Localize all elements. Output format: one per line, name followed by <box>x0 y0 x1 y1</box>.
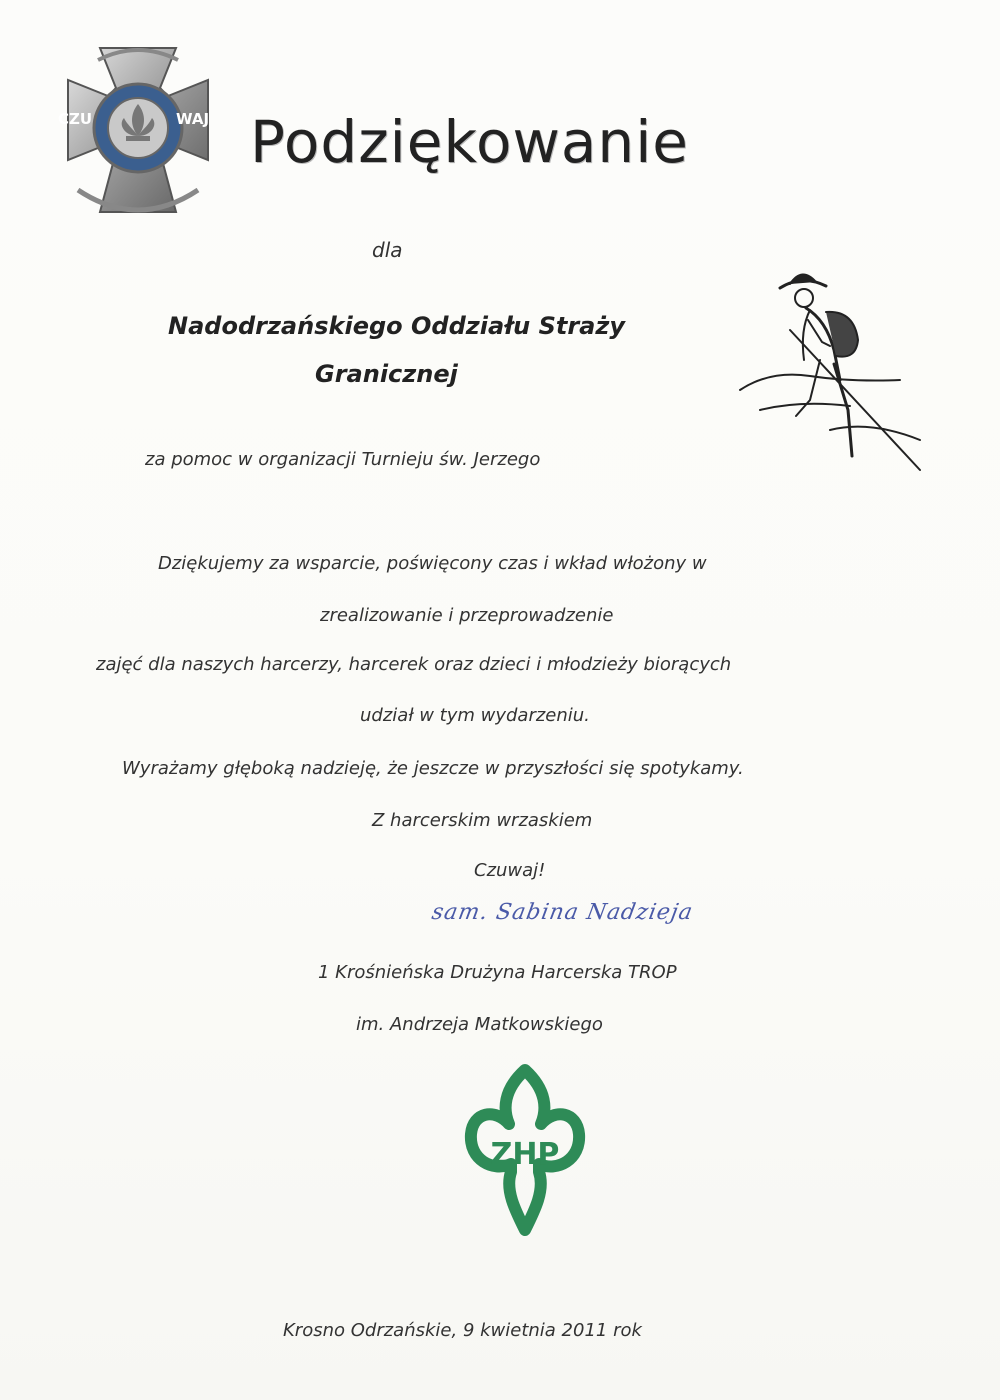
team-name: 1 Krośnieńska Drużyna Harcerska TROP <box>318 962 677 983</box>
body-line: Wyrażamy głęboką nadzieję, że jeszcze w przyszłości się spotykamy. <box>122 758 744 779</box>
place-and-date: Krosno Odrzańskie, 9 kwietnia 2011 rok <box>283 1320 642 1341</box>
scout-hiker-illustration-icon <box>730 260 930 480</box>
body-line: udział w tym wydarzeniu. <box>360 705 590 726</box>
for-label: dla <box>372 238 403 262</box>
zhp-lily-logo-icon <box>455 1060 595 1240</box>
reason-text: za pomoc w organizacji Turnieju św. Jerzego <box>145 449 541 470</box>
badge-text-left: CZU <box>58 110 93 128</box>
recipient-line-2: Granicznej <box>315 360 458 388</box>
closing-motto: Czuwaj! <box>474 860 546 881</box>
closing-greeting: Z harcerskim wrzaskiem <box>372 810 593 831</box>
badge-text-right: WAJ <box>176 110 210 128</box>
scout-cross-badge-icon <box>38 40 238 220</box>
body-line: zrealizowanie i przeprowadzenie <box>320 605 614 626</box>
page-title: Podziękowanie <box>250 108 689 176</box>
team-patron: im. Andrzeja Matkowskiego <box>356 1014 603 1035</box>
handwritten-signature: sam. Sabina Nadzieja <box>429 900 696 925</box>
zhp-logo-text: ZHP <box>490 1137 560 1172</box>
body-line: Dziękujemy za wsparcie, poświęcony czas i wkład włożony w <box>158 553 707 574</box>
body-line: zajęć dla naszych harcerzy, harcerek oraz dzieci i młodzieży biorących <box>96 654 732 675</box>
recipient-line-1: Nadodrzańskiego Oddziału Straży <box>168 312 625 340</box>
